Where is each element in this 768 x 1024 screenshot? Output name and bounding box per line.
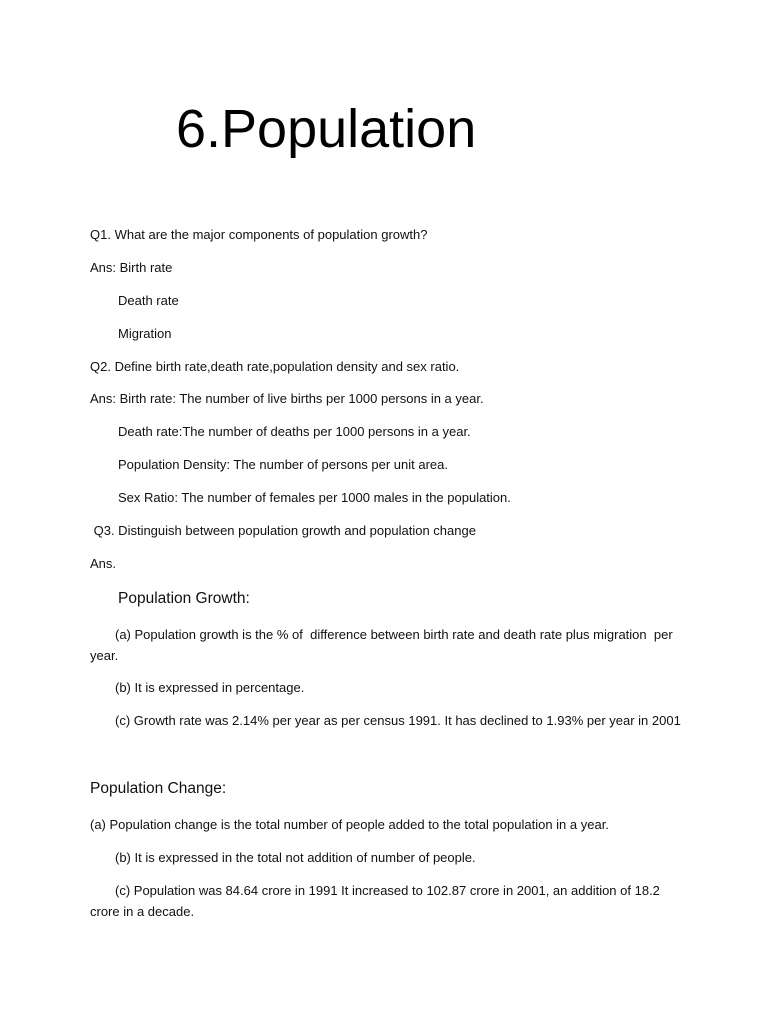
change-item-c-line2: crore in a decade.	[90, 904, 195, 919]
q1-answer-item: Death rate	[118, 293, 179, 308]
change-item-b: (b) It is expressed in the total not addition of number of people.	[115, 850, 476, 865]
q1-answer-lead: Ans: Birth rate	[90, 260, 173, 275]
q2-answer-item: Death rate:The number of deaths per 1000 persons in a year.	[118, 424, 471, 439]
growth-item-a-line2: year.	[90, 648, 119, 663]
growth-item-b: (b) It is expressed in percentage.	[115, 680, 305, 695]
q2-answer-item: Population Density: The number of persons per unit area.	[118, 457, 449, 472]
growth-item-a-line1: (a) Population growth is the % of difference between birth rate and death rate plus migration per	[115, 627, 673, 642]
growth-heading: Population Growth:	[118, 590, 250, 607]
growth-item-c: (c) Growth rate was 2.14% per year as per census 1991. It has declined to 1.93% per year in 2001	[115, 713, 681, 728]
change-heading: Population Change:	[90, 780, 227, 797]
q2-answer-item: Sex Ratio: The number of females per 1000 males in the population.	[118, 490, 511, 505]
q3-answer-lead: Ans.	[90, 556, 117, 571]
change-item-c-line1: (c) Population was 84.64 crore in 1991 It increased to 102.87 crore in 2001, an addition of 18.2	[115, 883, 660, 898]
page-title: 6.Population	[176, 99, 477, 159]
q2-answer-lead: Ans: Birth rate: The number of live births per 1000 persons in a year.	[90, 391, 484, 406]
q3-question: Q3. Distinguish between population growth and population change	[90, 523, 476, 538]
q1-answer-item: Migration	[118, 326, 172, 341]
q1-question: Q1. What are the major components of population growth?	[90, 227, 428, 242]
change-item-a: (a) Population change is the total number of people added to the total population in a year.	[90, 817, 609, 832]
q2-question: Q2. Define birth rate,death rate,population density and sex ratio.	[90, 359, 460, 374]
